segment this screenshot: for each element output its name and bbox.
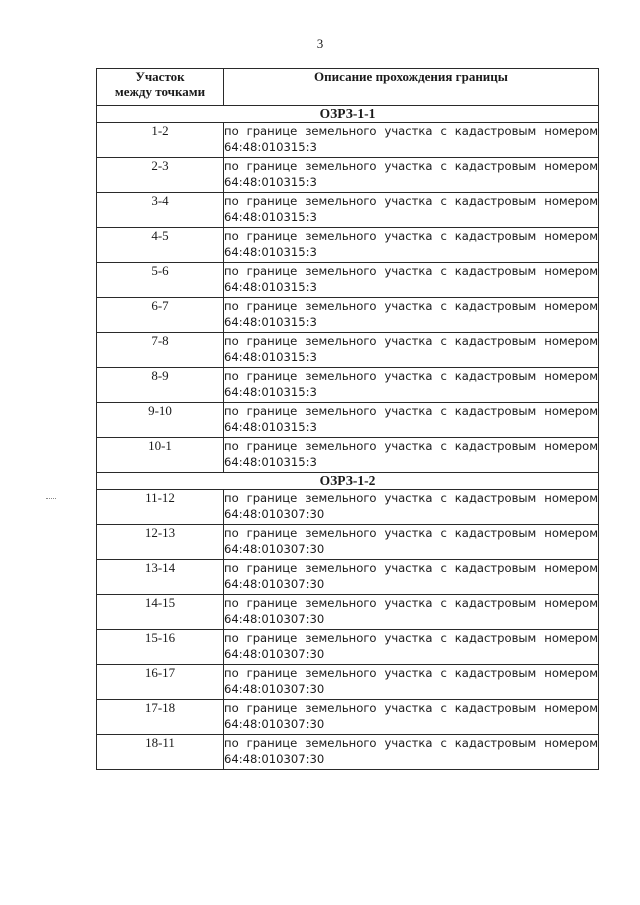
description-text: по границе земельного участка с кадастровым номером [224,736,598,750]
segment-cell: 7-8 [97,333,224,368]
segment-cell: 9-10 [97,403,224,438]
description-text: по границе земельного участка с кадастровым номером [224,631,598,645]
table-row [97,368,599,403]
table-row [97,403,599,438]
description-text: по границе земельного участка с кадастровым номером [224,369,598,383]
cadastral-number: 64:48:010315:3 [224,420,317,434]
cadastral-number: 64:48:010307:30 [224,542,325,556]
description-cell [224,158,599,193]
segment-cell: 11-12 [97,490,224,525]
page-number: 3 [316,36,324,51]
table-row [97,158,599,193]
boundary-table [96,68,599,770]
description-text: по границе земельного участка с кадастровым номером [224,526,598,540]
description-cell [224,228,599,263]
section-header-row [97,106,599,123]
table-row [97,630,599,665]
description-text: по границе земельного участка с кадастровым номером [224,299,598,313]
segment-cell: 10-1 [97,438,224,473]
header-segment [97,69,224,106]
description-cell [224,490,599,525]
margin-mark [46,498,56,500]
description-text: по границе земельного участка с кадастровым номером [224,194,598,208]
cadastral-number: 64:48:010315:3 [224,455,317,469]
cadastral-number: 64:48:010315:3 [224,245,317,259]
segment-cell: 18-11 [97,735,224,770]
table-row [97,490,599,525]
description-cell [224,403,599,438]
description-cell [224,123,599,158]
description-cell [224,263,599,298]
segment-cell: 15-16 [97,630,224,665]
table-row [97,263,599,298]
segment-cell: 12-13 [97,525,224,560]
description-text: по границе земельного участка с кадастровым номером [224,159,598,173]
table-row [97,560,599,595]
cadastral-number: 64:48:010307:30 [224,507,325,521]
segment-cell: 14-15 [97,595,224,630]
table-row [97,665,599,700]
segment-cell: 1-2 [97,123,224,158]
section-title: ОЗРЗ-1-1 [97,106,599,123]
cadastral-number: 64:48:010315:3 [224,280,317,294]
description-cell [224,298,599,333]
description-text: по границе земельного участка с кадастровым номером [224,229,598,243]
description-text: по границе земельного участка с кадастровым номером [224,264,598,278]
table-row [97,595,599,630]
segment-cell: 16-17 [97,665,224,700]
description-cell [224,368,599,403]
section-title: ОЗРЗ-1-2 [97,473,599,490]
segment-cell: 13-14 [97,560,224,595]
table-row [97,228,599,263]
cadastral-number: 64:48:010315:3 [224,210,317,224]
table-row [97,123,599,158]
segment-cell: 2-3 [97,158,224,193]
segment-cell: 5-6 [97,263,224,298]
description-cell [224,665,599,700]
segment-cell: 6-7 [97,298,224,333]
table-row [97,333,599,368]
table-header-row [97,69,599,106]
cadastral-number: 64:48:010315:3 [224,175,317,189]
table-row [97,735,599,770]
description-text: по границе земельного участка с кадастровым номером [224,491,598,505]
cadastral-number: 64:48:010315:3 [224,385,317,399]
cadastral-number: 64:48:010307:30 [224,752,325,766]
header-segment-line1: Участок [135,69,185,84]
description-text: по границе земельного участка с кадастровым номером [224,596,598,610]
cadastral-number: 64:48:010307:30 [224,612,325,626]
segment-cell: 4-5 [97,228,224,263]
cadastral-number: 64:48:010307:30 [224,577,325,591]
segment-cell: 3-4 [97,193,224,228]
cadastral-number: 64:48:010315:3 [224,140,317,154]
description-cell [224,525,599,560]
description-cell [224,700,599,735]
description-cell [224,193,599,228]
table-row [97,298,599,333]
description-text: по границе земельного участка с кадастровым номером [224,439,598,453]
table-row [97,525,599,560]
description-cell [224,735,599,770]
table-row [97,700,599,735]
table-body [97,106,599,770]
cadastral-number: 64:48:010307:30 [224,682,325,696]
section-header-row [97,473,599,490]
segment-cell: 17-18 [97,700,224,735]
header-segment-line2: между точками [114,84,206,99]
description-text: по границе земельного участка с кадастровым номером [224,334,598,348]
header-description: Описание прохождения границы [224,69,599,106]
cadastral-number: 64:48:010307:30 [224,647,325,661]
table-row [97,438,599,473]
cadastral-number: 64:48:010315:3 [224,315,317,329]
cadastral-number: 64:48:010307:30 [224,717,325,731]
description-cell [224,333,599,368]
table-row [97,193,599,228]
segment-cell: 8-9 [97,368,224,403]
cadastral-number: 64:48:010315:3 [224,350,317,364]
description-text: по границе земельного участка с кадастровым номером [224,124,598,138]
description-text: по границе земельного участка с кадастровым номером [224,561,598,575]
description-text: по границе земельного участка с кадастровым номером [224,404,598,418]
description-text: по границе земельного участка с кадастровым номером [224,701,598,715]
description-cell [224,560,599,595]
description-cell [224,630,599,665]
description-cell [224,595,599,630]
description-cell [224,438,599,473]
description-text: по границе земельного участка с кадастровым номером [224,666,598,680]
